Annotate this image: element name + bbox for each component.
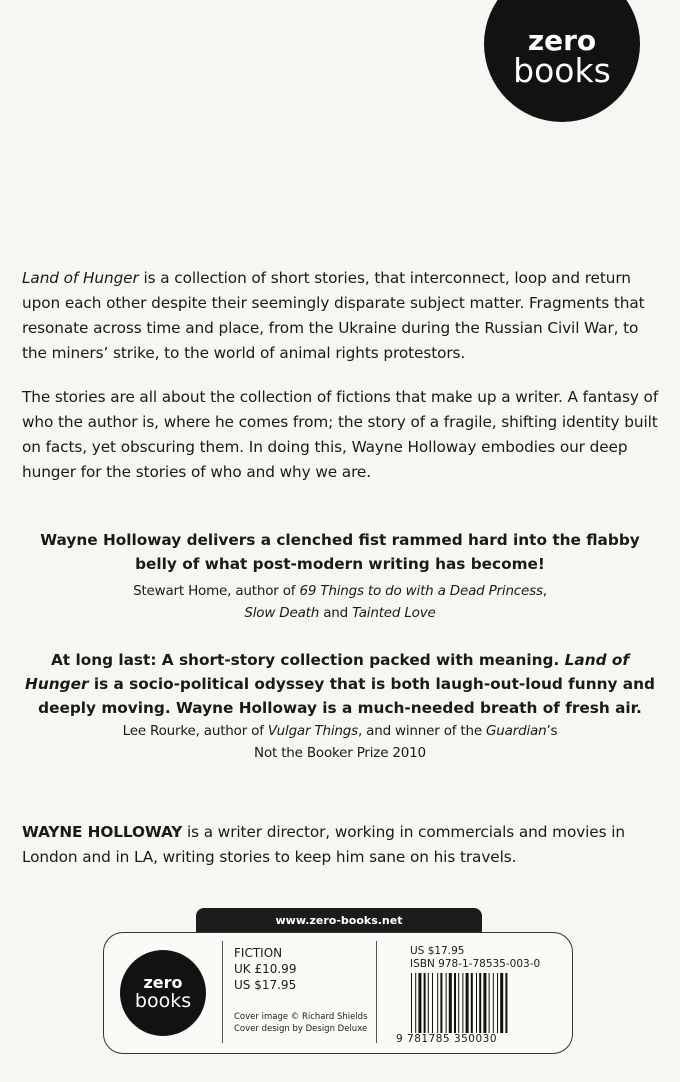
divider: [376, 941, 377, 1043]
barcode-bar: [424, 973, 426, 1033]
barcode-bar: [493, 973, 494, 1033]
cover-design-credit: Cover design by Design Deluxe: [234, 1024, 368, 1034]
blurb-paragraph-1: [22, 266, 662, 366]
barcode-price: US $17.95: [410, 945, 465, 957]
barcode-bar: [411, 973, 412, 1033]
price-us: US $17.95: [234, 978, 297, 992]
barcode-bar: [437, 973, 438, 1033]
logo-word-books: books: [513, 51, 611, 90]
barcode-bar: [446, 973, 447, 1033]
quote-text-a: At long last: A short-story collection packed with meaning.: [50, 651, 565, 669]
blurb-paragraph-2: The stories are all about the collection of fictions that make up a writer. A fantasy of who the author is, where he comes from; the story of a fragile, shifting identity built on facts, yet obscuring them. In doing this, Wayne Holloway embodies our deep hunger for the stories of who and why we are.: [22, 388, 659, 481]
quote-text-b: is a socio-political odyssey that is both laugh-out-loud funny and deeply moving. Wayne Holloway is a much-needed breath of fresh air.: [38, 675, 655, 717]
attrib-end: ’s: [546, 723, 558, 739]
category: FICTION: [234, 946, 283, 960]
endorser-book-1: 69 Things to do with a Dead Princess: [299, 583, 543, 599]
attrib-separator: ,: [542, 583, 547, 599]
endorsement-quote-2: [20, 648, 660, 720]
newspaper-name: Guardian: [486, 723, 547, 739]
prize-name: Not the Booker Prize 2010: [254, 745, 426, 761]
endorser-book: Vulgar Things: [267, 723, 358, 739]
endorser-book-2: Slow Death: [244, 605, 320, 621]
barcode-info: [410, 945, 540, 971]
barcode-bar: [449, 973, 452, 1033]
barcode-bar: [418, 973, 421, 1033]
logo-word-books: books: [134, 990, 192, 1012]
barcode-bar: [505, 973, 507, 1033]
endorser-book-3: Tainted Love: [352, 605, 436, 621]
attrib-prefix: Lee Rourke, author of: [122, 723, 268, 739]
price-info: [234, 945, 296, 993]
barcode-bar: [466, 973, 469, 1033]
zero-books-small-logo: [120, 950, 206, 1036]
isbn: ISBN 978-1-78535-003-0: [410, 958, 541, 970]
barcode-bar: [471, 973, 473, 1033]
price-uk: UK £10.99: [234, 962, 297, 976]
cover-image-credit: Cover image © Richard Shields: [234, 1012, 368, 1022]
barcode-bar: [440, 973, 442, 1033]
quote-book-title: Land of Hunger: [25, 651, 630, 693]
author-bio-text: is a writer director, working in commercials and movies in London and in LA, writing stories to keep him sane on his travels.: [22, 823, 626, 866]
barcode-bar: [462, 973, 463, 1033]
barcode-bar: [483, 973, 486, 1033]
barcode-bar: [415, 973, 416, 1033]
attrib-and: and: [319, 605, 353, 621]
barcode-bar: [497, 973, 498, 1033]
barcode-bar: [476, 973, 477, 1033]
barcode-bar: [458, 973, 459, 1033]
endorsement-attribution-2: [20, 720, 660, 764]
author-name: WAYNE HOLLOWAY: [22, 823, 183, 841]
barcode-bar: [489, 973, 490, 1033]
endorsement-attribution-1: [20, 580, 660, 624]
author-bio: [22, 820, 662, 870]
credits: [234, 1011, 368, 1035]
zero-books-logo: [484, 0, 640, 122]
barcode-bar: [500, 973, 503, 1033]
price-barcode-panel: [103, 932, 573, 1054]
logo-word-zero: zero: [143, 973, 183, 992]
barcode-bar: [479, 973, 481, 1033]
barcode-bar: [428, 973, 429, 1033]
endorsement-quote-1: Wayne Holloway delivers a clenched fist rammed hard into the flabby belly of what post-modern writing has become!: [40, 531, 640, 573]
attrib-prefix: Stewart Home, author of: [133, 583, 300, 599]
divider: [222, 941, 223, 1043]
book-title: Land of Hunger: [22, 269, 139, 287]
website-link[interactable]: www.zero-books.net: [196, 908, 482, 934]
barcode-icon: [410, 973, 550, 1033]
barcode-digits: 9 781785 350030: [396, 1033, 498, 1045]
attrib-mid: , and winner of the: [357, 723, 487, 739]
logo-word-zero: zero: [527, 24, 597, 57]
barcode-bar: [432, 973, 433, 1033]
blurb-text: is a collection of short stories, that interconnect, loop and return upon each other despite their seemingly disparate subject matter. Fragments that resonate across time and place, from the Ukraine during the Russian Civil War, to the miners’ strike, to the world of animal rights protestors.: [22, 269, 645, 362]
barcode-bar: [454, 973, 456, 1033]
